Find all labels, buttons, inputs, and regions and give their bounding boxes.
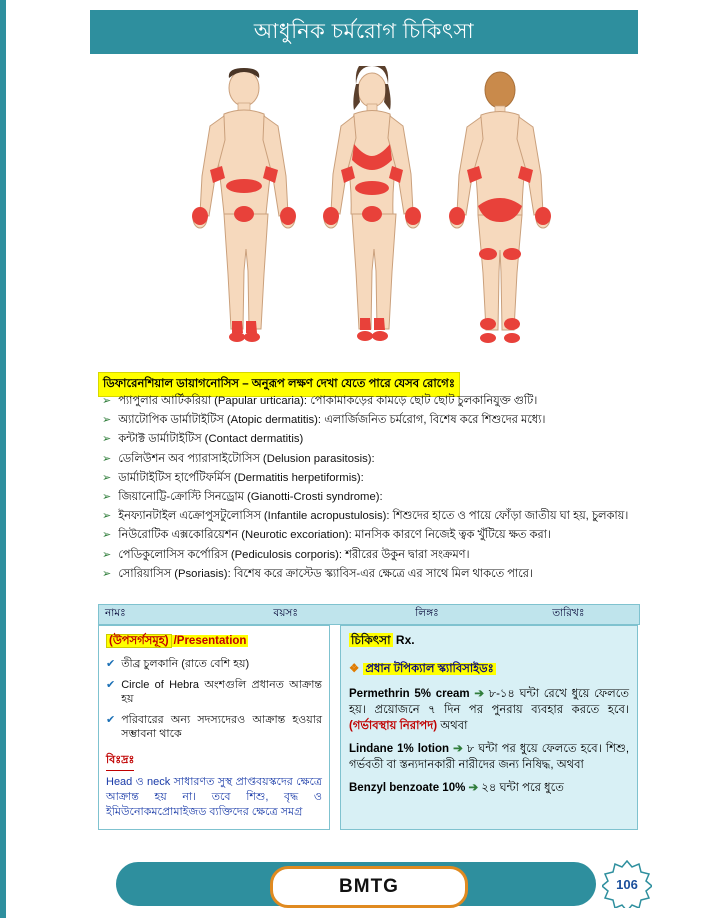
meta-name-label: নামঃ — [105, 607, 126, 619]
list-item-text: Circle of Hebra অংশগুলি প্রধানত আক্রান্ত হয় — [121, 678, 322, 705]
page-title-text: আধুনিক চর্মরোগ চিকিৎসা — [253, 19, 475, 43]
meta-age-label: বয়সঃ — [273, 607, 298, 619]
drug-entry — [349, 741, 629, 773]
list-item — [102, 567, 682, 582]
list-item — [102, 432, 682, 447]
bullet-arrow-icon: ➢ — [102, 471, 112, 484]
list-item — [106, 657, 322, 672]
presentation-panel — [98, 625, 330, 830]
treatment-topic-label: প্রধান টপিক্যাল স্ক্যাবিসাইডঃ — [365, 663, 494, 675]
list-item-text: কন্টাক্ট ডার্মাটাইটিস (Contact dermatitis) — [118, 433, 304, 446]
list-item — [106, 678, 322, 707]
list-item-text: ইনফ্যানটাইল এক্রোপুসটুলোসিস (Infantile acropustulosis): শিশুদের হাতে ও পায়ে ফোঁড়া জাতীয় ঘা হয়, চুলকায়। — [118, 510, 629, 523]
list-item-text: পেডিকুলোসিস কর্পোরিস (Pediculosis corporis): শরীরের উকুন দ্বারা সংক্রমণ। — [118, 548, 470, 561]
arrow-icon: ➔ — [468, 782, 479, 794]
treatment-heading-rx: Rx. — [395, 633, 415, 647]
bullet-arrow-icon: ➢ — [102, 510, 112, 523]
anatomy-figure — [96, 66, 636, 356]
treatment-heading — [349, 632, 629, 652]
list-item — [106, 713, 322, 742]
bullet-arrow-icon: ➢ — [102, 548, 112, 561]
bullet-arrow-icon: ➢ — [102, 452, 112, 465]
note-text: Head ও neck সাধারণত সুস্থ প্রাপ্তবয়স্কদের ক্ষেত্রে আক্রান্ত হয় না। তবে শিশু, বৃদ্ধ ও ইমিউনোকমপ্রোমাইজড ব্যক্তিদের ক্ষেত্রে সমগ্র — [106, 775, 322, 818]
presentation-heading-en: /Presentation — [173, 635, 247, 647]
patient-meta-row — [98, 604, 640, 625]
check-icon: ✔ — [106, 658, 116, 670]
drug-note: (গর্ভাবস্থায় নিরাপদ) — [349, 720, 438, 732]
list-item-text: পরিবারের অন্য সদস্যদেরও আক্রান্ত হওয়ার সম্ভাবনা থাকে — [121, 713, 322, 740]
drug-text: ৮-১৪ ঘন্টা রেখে ধুয়ে ফেলতে হয়। প্রয়োজনে ৭ দিন পর পুনরায় ব্যবহার করতে হবে। — [349, 688, 629, 716]
meta-date-label: তারিখঃ — [552, 607, 585, 619]
figure-male-front — [184, 66, 304, 356]
page-title — [90, 10, 638, 54]
bullet-arrow-icon: ➢ — [102, 414, 112, 427]
presentation-heading — [106, 632, 322, 651]
drug-name: Benzyl benzoate 10% — [349, 782, 466, 794]
footer-brand-text: BMTG — [339, 876, 399, 897]
drug-text: ২৪ ঘন্টা পরে ধুতে — [478, 782, 564, 794]
drug-entry — [349, 780, 629, 796]
treatment-heading-bn: চিকিৎসা — [351, 633, 391, 647]
drug-name: Permethrin 5% cream — [349, 688, 470, 700]
bullet-arrow-icon: ➢ — [102, 529, 112, 542]
list-item-text: অ্যাটোপিক ডার্মাটাইটিস (Atopic dermatitis): এলার্জিজনিত চর্মরোগ, বিশেষ করে শিশুদের মধ্যে। — [118, 414, 546, 427]
check-icon: ✔ — [106, 713, 116, 726]
treatment-panel — [340, 625, 638, 830]
arrow-icon: ➔ — [474, 688, 484, 700]
list-item — [102, 452, 682, 467]
differential-list — [102, 394, 682, 586]
list-item-text: ডার্মাটাইটিস হার্পেটিফর্মিস (Dermatitis herpetiformis): — [118, 471, 364, 484]
drug-entry — [349, 686, 629, 734]
bullet-arrow-icon: ➢ — [102, 395, 112, 407]
bullet-arrow-icon: ➢ — [102, 433, 112, 446]
drug-name: Lindane 1% lotion — [349, 743, 450, 755]
meta-sex-label: লিঙ্গঃ — [415, 607, 439, 619]
list-item — [102, 413, 682, 428]
list-item-text: জিয়ানোট্টি-ক্রোস্টি সিনড্রোম (Gianotti-Crosti syndrome): — [118, 490, 383, 503]
drug-text: ৮ ঘন্টা পর ধুয়ে ফেলতে হবে। শিশু, গর্ভবতী বা স্তন্যদানকারী নারীদের জন্য নিষিদ্ধ, — [349, 743, 630, 771]
list-item-text: ডেলিউশন অব প্যারাসাইটোসিস (Delusion parasitosis): — [118, 452, 375, 465]
footer-brand — [270, 866, 468, 908]
list-item — [102, 490, 682, 505]
page-number-text: 106 — [616, 876, 638, 892]
list-item — [102, 394, 682, 409]
list-item-text: তীব্র চুলকানি (রাতে বেশি হয়) — [121, 658, 250, 670]
list-item-text: প্যাপুলার আর্টিকরিয়া (Papular urticaria): পোকামাকড়ের কামড়ে ছোট ছোট চুলকানিযুক্ত গুটি। — [118, 395, 538, 407]
treatment-topic — [349, 660, 629, 679]
list-item — [102, 528, 682, 543]
list-item — [102, 548, 682, 563]
figure-back-view — [440, 66, 560, 356]
differential-title: ডিফারেনশিয়াল ডায়াগনোসিস – অনুরূপ লক্ষণ দেখা যেতে পারে যেসব রোগেঃ — [98, 372, 460, 397]
page-number-badge — [602, 860, 652, 908]
figure-female-front — [312, 66, 432, 356]
star-icon: ❖ — [349, 663, 360, 675]
presentation-heading-bn: (উপসর্গসমূহ) — [106, 634, 172, 648]
list-item-text: নিউরোটিক এক্সকোরিয়েশন (Neurotic excoriation): মানসিক কারণে নিজেই ত্বক খুঁটিয়ে ক্ষত করা। — [118, 529, 551, 542]
list-item-text: সোরিয়াসিস (Psoriasis): বিশেষ করে ক্রাস্টেড স্ক্যাবিস-এর ক্ষেত্রে এর সাথে মিল থাকতে পারে। — [118, 567, 533, 580]
check-icon: ✔ — [106, 678, 116, 691]
drug-tail: অথবা — [556, 759, 584, 771]
list-item — [102, 471, 682, 486]
bullet-arrow-icon: ➢ — [102, 490, 112, 503]
bullet-arrow-icon: ➢ — [102, 567, 112, 580]
list-item — [102, 509, 682, 524]
drug-tail: অথবা — [437, 720, 468, 732]
note-label: বিঃদ্রঃ — [106, 751, 134, 771]
arrow-icon: ➔ — [453, 743, 463, 755]
